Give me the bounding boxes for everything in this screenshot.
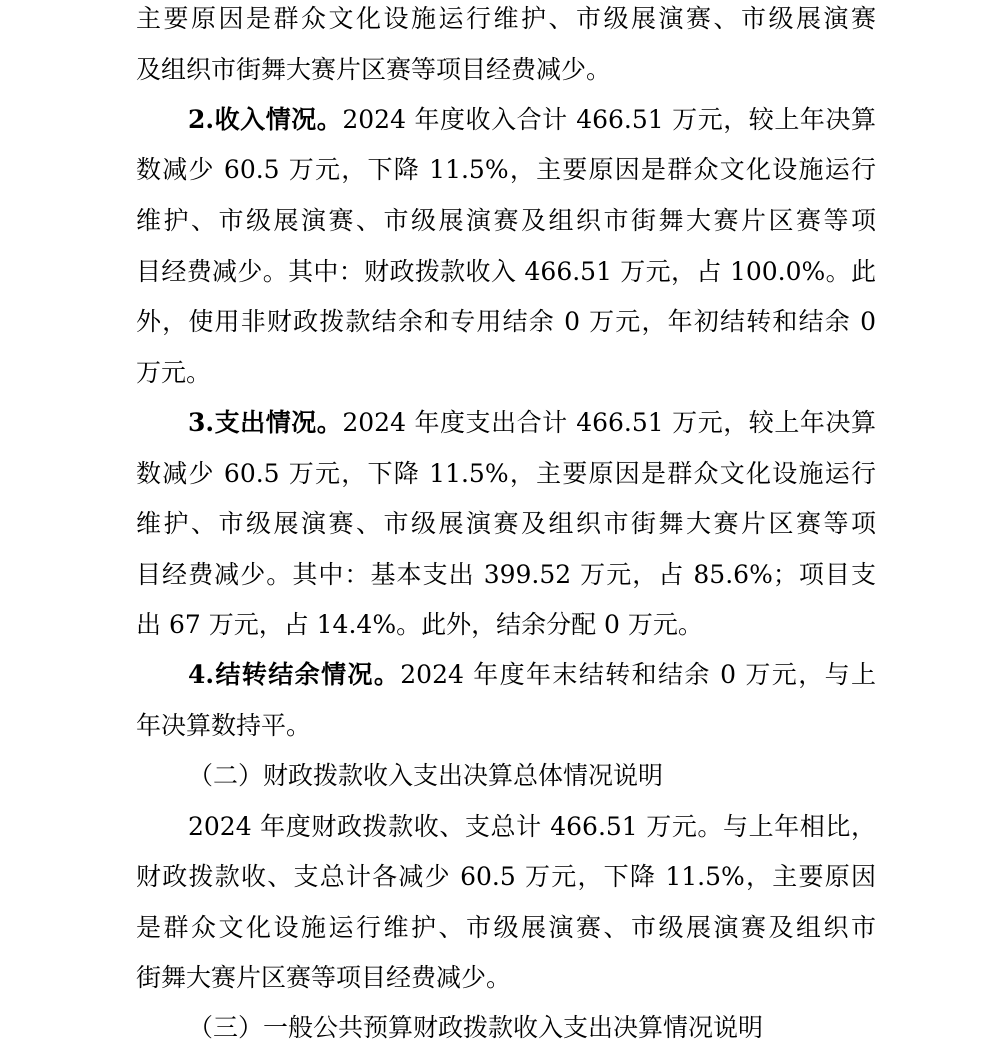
text-line: 目经费减少。其中：财政拨款收入 466.51 万元，占 100.0%。此 <box>136 257 876 286</box>
section-lead-income: 2.收入情况。 <box>188 105 343 134</box>
text-line: 维护、市级展演赛、市级展演赛及组织市街舞大赛片区赛等项 <box>136 509 876 538</box>
section-lead-expense: 3.支出情况。 <box>188 408 343 437</box>
section-heading-2: （二）财政拨款收入支出决算总体情况说明 <box>188 761 664 790</box>
text-line: 外，使用非财政拨款结余和专用结余 0 万元，年初结转和结余 0 <box>136 307 876 336</box>
text-line: 目经费减少。其中：基本支出 399.52 万元，占 85.6%；项目支 <box>136 560 876 589</box>
text-line: 街舞大赛片区赛等项目经费减少。 <box>136 963 512 992</box>
text-line: 及组织市街舞大赛片区赛等项目经费减少。 <box>136 55 612 84</box>
text-line: 年决算数持平。 <box>136 711 312 740</box>
text-line: 财政拨款收、支总计各减少 60.5 万元，下降 11.5%，主要原因 <box>136 862 876 891</box>
paragraph-income-first-line <box>188 103 876 137</box>
text-line: 2024 年度财政拨款收、支总计 466.51 万元。与上年相比， <box>188 812 876 841</box>
section-heading-3: （三）一般公共预算财政拨款收入支出决算情况说明 <box>188 1013 764 1042</box>
paragraph-expense-first-line <box>188 406 876 440</box>
text-span: 2024 年度收入合计 466.51 万元，较上年决算 <box>342 105 876 134</box>
text-span: 2024 年度支出合计 466.51 万元，较上年决算 <box>342 408 876 437</box>
text-line: 是群众文化设施运行维护、市级展演赛、市级展演赛及组织市 <box>136 913 876 942</box>
text-line: 数减少 60.5 万元，下降 11.5%，主要原因是群众文化设施运行 <box>136 459 876 488</box>
text-span: 2024 年度年末结转和结余 0 万元，与上 <box>400 660 876 689</box>
text-line: 出 67 万元，占 14.4%。此外，结余分配 0 万元。 <box>136 610 703 639</box>
paragraph-carryover-first-line <box>188 658 876 692</box>
text-line: 主要原因是群众文化设施运行维护、市级展演赛、市级展演赛 <box>136 4 876 33</box>
section-lead-carryover: 4.结转结余情况。 <box>188 660 401 689</box>
text-line: 维护、市级展演赛、市级展演赛及组织市街舞大赛片区赛等项 <box>136 206 876 235</box>
text-line: 万元。 <box>136 358 212 387</box>
text-line: 数减少 60.5 万元，下降 11.5%，主要原因是群众文化设施运行 <box>136 155 876 184</box>
